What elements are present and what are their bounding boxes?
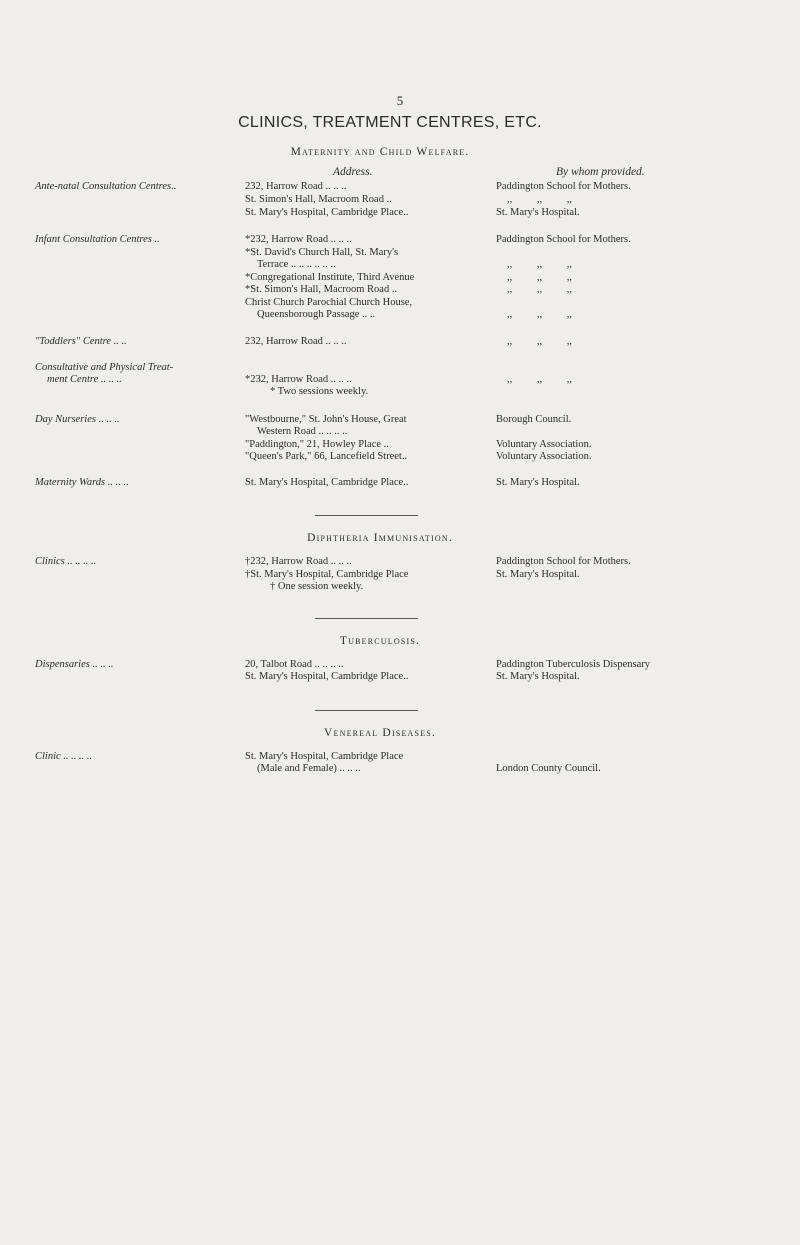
address-cell: Terrace .. .. .. .. .. .. <box>257 259 336 270</box>
provider-cell: Paddington School for Mothers. <box>496 234 631 245</box>
category-antenatal: Ante-natal Consultation Centres.. <box>35 181 177 192</box>
provider-cell: London County Council. <box>496 763 601 774</box>
address-cell: Queensborough Passage .. .. <box>257 309 376 320</box>
address-cell: "Paddington," 21, Howley Place .. <box>245 439 389 450</box>
address-cell: †232, Harrow Road .. .. .. <box>245 556 352 567</box>
address-cell: *Congregational Institute, Third Avenue <box>245 272 415 283</box>
provider-ditto: ,, ,, ,, <box>507 336 572 347</box>
address-cell: *232, Harrow Road .. .. .. <box>245 374 352 385</box>
provider-ditto: ,, ,, ,, <box>507 272 572 283</box>
page-number: 5 <box>396 93 404 108</box>
provider-ditto: ,, ,, ,, <box>507 284 572 295</box>
category-clinic: Clinic .. .. .. .. <box>35 751 93 762</box>
category-infant: Infant Consultation Centres .. <box>35 234 160 245</box>
address-cell: St. Mary's Hospital, Cambridge Place.. <box>245 477 409 488</box>
address-cell: 20, Talbot Road .. .. .. .. <box>245 659 344 670</box>
address-cell: 232, Harrow Road .. .. .. <box>245 181 347 192</box>
address-cell: "Queen's Park," 66, Lancefield Street.. <box>245 451 408 462</box>
provider-cell: St. Mary's Hospital. <box>496 477 580 488</box>
footnote-one-session: † One session weekly. <box>270 581 364 592</box>
provider-ditto: ,, ,, ,, <box>507 259 572 270</box>
provider-cell: St. Mary's Hospital. <box>496 207 580 218</box>
category-clinics: Clinics .. .. .. .. <box>35 556 97 567</box>
address-cell: *232, Harrow Road .. .. .. <box>245 234 352 245</box>
provider-cell: Voluntary Association. <box>496 451 592 462</box>
address-cell: St. Simon's Hall, Macroom Road .. <box>245 194 392 205</box>
address-cell: *St. David's Church Hall, St. Mary's <box>245 247 399 258</box>
category-consultative: Consultative and Physical Treat- <box>35 362 174 373</box>
provider-ditto: ,, ,, ,, <box>507 309 572 320</box>
category-consultative-cont: ment Centre .. .. .. <box>47 374 122 385</box>
category-dispensaries: Dispensaries .. .. .. <box>35 659 114 670</box>
address-cell: St. Mary's Hospital, Cambridge Place <box>245 751 404 762</box>
address-cell: Western Road .. .. .. .. <box>257 426 348 437</box>
address-cell: Christ Church Parochial Church House, <box>245 297 413 308</box>
provider-cell: Paddington School for Mothers. <box>496 181 631 192</box>
address-cell: (Male and Female) .. .. .. <box>257 763 361 774</box>
provider-cell: Paddington School for Mothers. <box>496 556 631 567</box>
column-header-provided: By whom provided. <box>556 166 645 178</box>
section-heading-maternity: Maternity and Child Welfare. <box>290 146 470 158</box>
provider-ditto: ,, ,, ,, <box>507 194 572 205</box>
address-cell: 232, Harrow Road .. .. .. <box>245 336 347 347</box>
address-cell: "Westbourne," St. John's House, Great <box>245 414 407 425</box>
section-heading-tuberculosis: Tuberculosis. <box>339 635 421 647</box>
column-header-address: Address. <box>333 166 373 178</box>
provider-cell: Voluntary Association. <box>496 439 592 450</box>
category-maternity-wards: Maternity Wards .. .. .. <box>35 477 129 488</box>
address-cell: *St. Simon's Hall, Macroom Road .. <box>245 284 398 295</box>
provider-cell: Borough Council. <box>496 414 572 425</box>
provider-ditto: ,, ,, ,, <box>507 374 572 385</box>
address-cell: †St. Mary's Hospital, Cambridge Place <box>245 569 409 580</box>
page-title: CLINICS, TREATMENT CENTRES, ETC. <box>238 114 542 131</box>
address-cell: St. Mary's Hospital, Cambridge Place.. <box>245 207 409 218</box>
category-day-nurseries: Day Nurseries .. .. .. <box>35 414 120 425</box>
provider-cell: St. Mary's Hospital. <box>496 569 580 580</box>
category-toddlers: "Toddlers" Centre .. .. <box>35 336 127 347</box>
provider-cell: Paddington Tuberculosis Dispensary <box>496 659 651 670</box>
address-cell: St. Mary's Hospital, Cambridge Place.. <box>245 671 409 682</box>
provider-cell: St. Mary's Hospital. <box>496 671 580 682</box>
section-heading-diphtheria: Diphtheria Immunisation. <box>307 532 453 544</box>
section-heading-venereal: Venereal Diseases. <box>324 727 436 739</box>
section-divider <box>315 618 418 619</box>
footnote-sessions: * Two sessions weekly. <box>270 386 369 397</box>
section-divider <box>315 710 418 711</box>
section-divider <box>315 515 418 516</box>
